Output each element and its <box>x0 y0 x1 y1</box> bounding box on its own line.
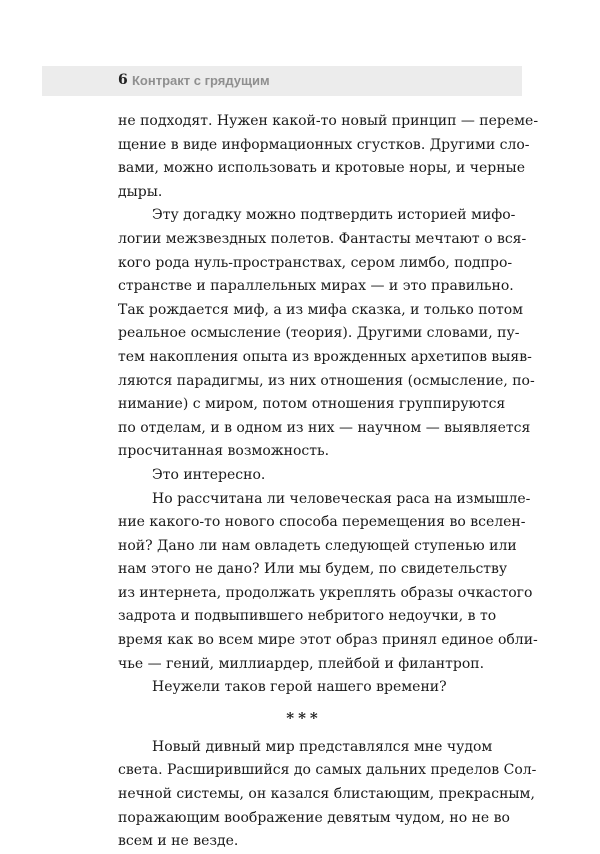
text-line: задрота и подвыпившего небритого недоучки, в то <box>118 608 497 625</box>
text-line: Эту догадку можно подтвердить историей мифо- <box>152 207 516 224</box>
text-line: света. Расширившийся до самых дальних пределов Сол- <box>118 762 537 779</box>
text-line: ние какого-то нового способа перемещения во вселен- <box>118 514 526 531</box>
text-line: чье — гений, миллиардер, плейбой и филантроп. <box>118 655 485 672</box>
text-line: поражающим воображение девятым чудом, но не во <box>118 809 510 826</box>
text-line: просчитанная возможность. <box>118 443 330 460</box>
text-line: реальное осмысление (теория). Другими словами, пу- <box>118 325 520 342</box>
text-line: логии межзвездных полетов. Фантасты мечтают о вся- <box>118 230 527 247</box>
text-line: нечной системы, он казался блистающим, прекрасным, <box>118 786 535 803</box>
text-line: дыры. <box>118 183 163 200</box>
text-line: тем накопления опыта из врожденных архетипов выяв- <box>118 348 532 365</box>
text-line: Это интересно. <box>152 466 266 483</box>
text-line: Новый дивный мир представлялся мне чудом <box>152 738 493 755</box>
text-line: ляются парадигмы, из них отношения (осмысление, по- <box>118 372 535 389</box>
page-number: 6 <box>118 72 128 88</box>
text-line: нимание) с миром, потом отношения группируются <box>118 396 506 413</box>
text-line: Но рассчитана ли человеческая раса на измышле- <box>152 490 531 507</box>
text-line: не подходят. Нужен какой-то новый принцип — переме- <box>118 113 539 129</box>
section-separator: *** <box>286 708 322 727</box>
text-line: странстве и параллельных мирах — и это правильно. <box>118 278 514 295</box>
body-text <box>118 110 539 854</box>
text-line: из интернета, продолжать укреплять образы очкастого <box>118 584 533 601</box>
text-line: всем и не везде. <box>118 833 239 850</box>
text-line: время как во всем мире этот образ принял единое обли- <box>118 632 538 649</box>
running-header-band <box>42 66 522 96</box>
text-line: вами, можно использовать и кротовые норы, и черные <box>118 160 525 177</box>
text-line: щение в виде информационных сгустков. Другими сло- <box>118 136 530 153</box>
text-line: по отделам, и в одном из них — научном — выявляется <box>118 419 531 436</box>
text-line: нам этого не дано? Или мы будем, по свидетельству <box>118 561 508 578</box>
text-line: Неужели таков герой нашего времени? <box>152 679 447 696</box>
text-line: Так рождается миф, а из мифа сказка, и только потом <box>118 301 524 318</box>
running-title: Контракт с грядущим <box>132 73 270 88</box>
text-line: кого рода нуль-пространствах, сером лимбо, подпро- <box>118 254 513 271</box>
text-line: ной? Дано ли нам овладеть следующей ступенью или <box>118 537 517 554</box>
